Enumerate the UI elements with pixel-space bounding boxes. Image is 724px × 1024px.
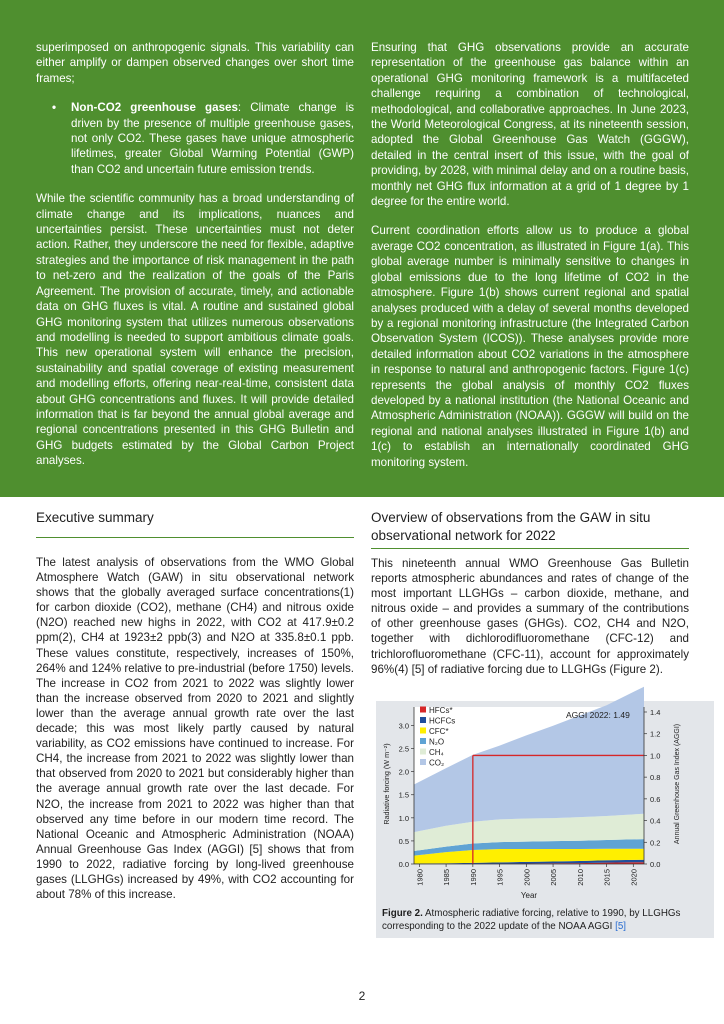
green-left-paragraph-1: superimposed on anthropogenic signals. This variability can either amplify or dampen observed changes over short time frames; <box>36 41 354 85</box>
executive-summary-paragraph: The latest analysis of observations from the WMO Global Atmosphere Watch (GAW) in situ observational network shows that the globally averaged surface concentrations(1) for carbon dioxide (CO2), methane (CH4) and nitrous oxide (N2O) reached new highs in 2022, with CO2 at 417.9±0.2 ppm(2), CH4 at 1923±2 ppb(3) and N2O at 335.8±0.1 ppb. These values constitute, respectively, increases of 150%, 264% and 124% relative to pre-industrial (before 1750) levels. The increase in CO2 from 2021 to 2022 was slightly lower than the increase observed from 2020 to 2021 and slightly lower than the average annual growth rate over the last decade; this was most likely partly caused by natural variability, as CO2 emissions have continued to increase. For CH4, the increase from 2021 to 2022 was slightly lower than that observed from 2020 to 2021 but considerably higher than the average annual growth rate over the last decade. For N2O, the increase from 2021 to 2022 was higher than that observed any time before in our modern time record. The National Oceanic and Atmospheric Administration (NOAA) Annual Greenhouse Gas Index (AGGI) [5] shows that from 1990 to 2022, radiative forcing by long-lived greenhouse gases (LLGHGs) increased by 49%, with CO2 accounting for about 78% of this increase. <box>36 556 354 902</box>
legend-swatch <box>420 759 426 765</box>
legend-swatch <box>420 717 426 723</box>
x-tick-label: 1980 <box>415 869 425 886</box>
y-tick-label: 1.0 <box>398 813 409 823</box>
y-tick-label: 3.0 <box>398 721 409 731</box>
y2-tick-label: 1.2 <box>650 729 661 739</box>
legend-label: HFCs* <box>429 706 453 715</box>
y2-tick-label: 1.0 <box>650 751 661 761</box>
legend-label: CH₄ <box>429 748 444 757</box>
green-left-paragraph-2: While the scientific community has a broad understanding of climate change and its implications, nuances and uncertainties persist. These uncertainties must not deter action. Rather, they underscore the need for flexible, adaptive strategies and the importance of risk management in the path to net-zero and the realization of the goals of the Paris Agreement. The provision of accurate, timely, and actionable data on GHG fluxes is vital. A routine and sustained global GHG monitoring system that utilizes numerous observations and modelling is needed to support ambitious climate goals. This new operational system will enhance the precision, sustainability and spatial coverage of existing measurement and modelling efforts, offering near-real-time, consistent data about GHG concentrations and fluxes. It will provide detailed information that is far beyond the annual global average and regional concentrations presented in this GHG Bulletin and GHG budgets estimated by the Global Carbon Project analyses. <box>36 192 354 468</box>
bullet-lead: Non-CO2 greenhouse gases <box>71 101 238 115</box>
legend-group <box>420 706 455 768</box>
y2-tick-label: 0.8 <box>650 773 661 783</box>
green-right-paragraph-2: Current coordination efforts allow us to produce a global average CO2 concentration, as illustrated in Figure 1(a). This global average number is minimally sensitive to changes in global emissions due to the long lifetime of CO2 in the atmosphere. Figure 1(b) shows current regional and spatial analyses produced with a delay of several months developed by a regional monitoring infrastructure (the Integrated Carbon Observation System (ICOS)). These analyses provide more detailed information about CO2 variations in the atmosphere in response to natural and anthropogenic factors. Figure 1(c) represents the global analysis of monthly CO2 fluxes developed by a national institution (the National Oceanic and Atmospheric Administration (NOAA)). GGGW will build on the regional and national analyses illustrated in Figure 1(b) and 1(c) to establish an internationally coordinated GHG monitoring system. <box>371 224 689 469</box>
x-tick-label: 2005 <box>549 869 559 886</box>
legend-label: HCFCs <box>429 716 456 726</box>
legend-swatch <box>420 749 426 755</box>
legend-swatch <box>420 728 426 734</box>
x-tick-label: 2015 <box>602 869 612 886</box>
y-tick-label: 0.5 <box>398 836 409 846</box>
y2-tick-label: 0.6 <box>650 794 661 804</box>
x-tick-label: 1990 <box>468 869 478 886</box>
radiative-forcing-chart <box>376 701 714 907</box>
bullet-body: : Climate change is driven by the presence of multiple greenhouse gases, not only CO2. These gases have unique atmospheric lifetimes, greater Global Warming Potential (GWP) than CO2 and uncertain future emission trends. <box>71 101 354 176</box>
x-tick-label: 2020 <box>629 869 639 886</box>
bullet-item-non-co2 <box>36 100 354 177</box>
aggi-annotation: AGGI 2022: 1.49 <box>566 710 630 720</box>
x-tick-label: 1995 <box>495 869 505 886</box>
caption-reference-link[interactable]: [5] <box>615 921 627 932</box>
y2-axis-label: Annual Greenhouse Gas Index (AGGI) <box>674 723 681 845</box>
executive-summary-heading: Executive summary <box>36 510 154 525</box>
y2-tick-label: 0.2 <box>650 838 661 848</box>
right-green-column <box>371 40 689 484</box>
overview-heading: Overview of observations from the GAW in situ observational network for 2022 <box>371 510 651 543</box>
caption-label: Figure 2. <box>382 908 423 919</box>
left-green-column <box>36 40 354 483</box>
executive-summary-rule <box>36 537 354 538</box>
y-tick-label: 0.0 <box>398 860 409 869</box>
y2-tick-label: 0.0 <box>650 860 661 869</box>
y2-tick-label: 1.4 <box>650 707 661 717</box>
executive-summary-text <box>36 555 354 902</box>
legend-swatch <box>420 738 426 744</box>
x-tick-label: 2000 <box>522 869 532 886</box>
x-axis-label: Year <box>520 891 538 900</box>
figure-2-caption <box>376 907 714 933</box>
legend-label: CO₂ <box>429 758 445 768</box>
bullet-dot-icon: • <box>52 101 57 115</box>
bullet-list <box>36 100 354 177</box>
overview-paragraph: This nineteenth annual WMO Greenhouse Gas Bulletin reports atmospheric abundances and rates of change of the most important LLGHGs – carbon dioxide, methane, and nitrous oxide – and provides a summary of the contributions of other greenhouse gases (GHGs). CO2, CH4 and N2O, together with dichlorodifluoromethane (CFC-12) and trichlorofluoromethane (CFC-11), account for approximately 96%(4) [5] of radiative forcing due to LLGHGs (Figure 2). <box>371 557 689 676</box>
legend-label: CFC* <box>429 727 449 736</box>
x-tick-label: 2010 <box>575 869 585 886</box>
y2-tick-label: 0.4 <box>650 816 661 826</box>
legend-label: N₂O <box>429 737 445 747</box>
green-right-paragraph-1: Ensuring that GHG observations provide an accurate representation of the greenhouse gas balance within an operational GHG monitoring framework is a multifaceted challenge requiring a combination of technological, methodological, and collaborative approaches. In June 2023, the World Meteorological Congress, at its nineteenth session, adopted the Global Greenhouse Gas Watch (GGGW), detailed in the central insert of this issue, with the goal of providing, by 2028, with minimal delay and on a routine basis, monthly net GHG flux information at a grid of 1 degree by 1 degree for the entire world. <box>371 41 689 209</box>
y-axis-label: Radiative forcing (W m⁻²) <box>382 743 391 825</box>
page-number: 2 <box>358 989 366 1003</box>
y-tick-label: 2.5 <box>398 744 409 754</box>
y-tick-label: 1.5 <box>398 790 409 800</box>
legend-swatch <box>420 707 426 713</box>
overview-rule <box>371 548 689 549</box>
y-tick-label: 2.0 <box>398 767 409 777</box>
overview-text <box>371 556 689 677</box>
x-tick-label: 1985 <box>442 869 452 886</box>
caption-text: Atmospheric radiative forcing, relative to 1990, by LLGHGs corresponding to the 2022 update of the NOAA AGGI <box>382 908 681 932</box>
